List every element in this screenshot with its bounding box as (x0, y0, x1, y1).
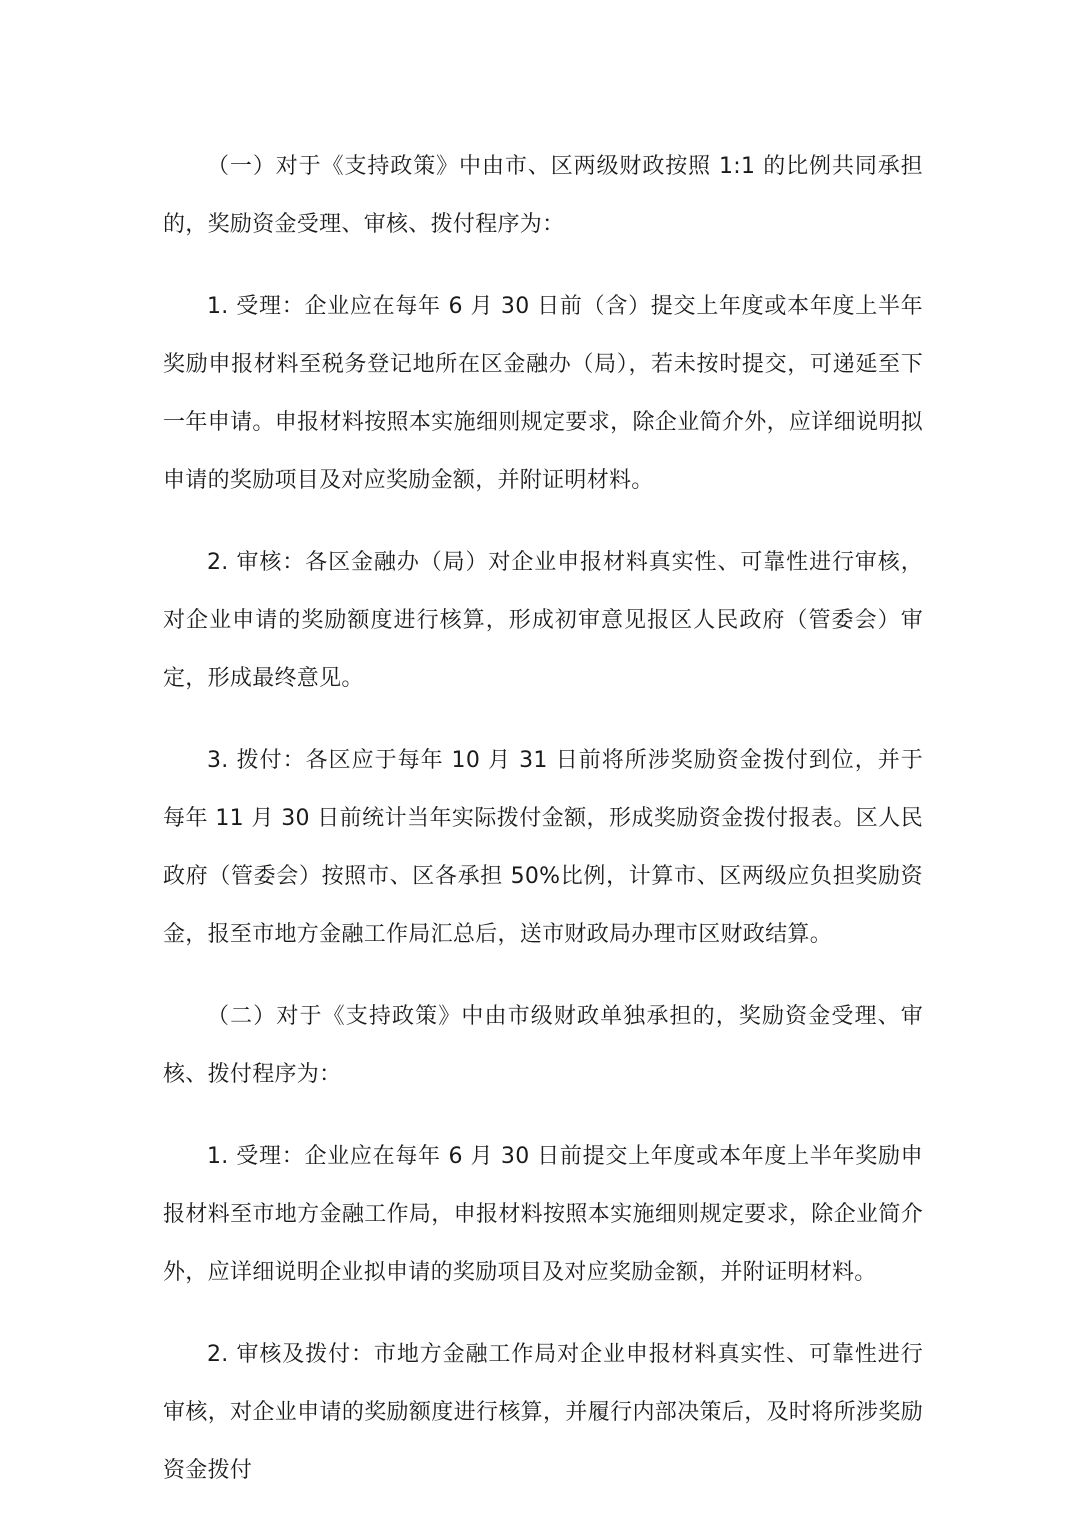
section-one-item-2-paragraph: 2. 审核：各区金融办（局）对企业申报材料真实性、可靠性进行审核，对企业申请的奖励额度进行核算，形成初审意见报区人民政府（管委会）审定，形成最终意见。 (163, 550, 923, 691)
section-two-heading-paragraph: （二）对于《支持政策》中由市级财政单独承担的，奖励资金受理、审核、拨付程序为： (163, 1004, 923, 1087)
section-one-item-1-paragraph: 1. 受理：企业应在每年 6 月 30 日前（含）提交上年度或本年度上半年奖励申报材料至税务登记地所在区金融办（局），若未按时提交，可递延至下一年申请。申报材料按照本实施细则规定要求，除企业简介外，应详细说明拟申请的奖励项目及对应奖励金额，并附证明材料。 (163, 294, 923, 493)
section-one-item-3-paragraph: 3. 拨付：各区应于每年 10 月 31 日前将所涉奖励资金拨付到位，并于每年 11 月 30 日前统计当年实际拨付金额，形成奖励资金拨付报表。区人民政府（管委会）按照市、区各承担 50%比例，计算市、区两级应负担奖励资金，报至市地方金融工作局汇总后，送市财政局办理市区财政结算。 (163, 748, 923, 947)
section-two-item-2-paragraph: 2. 审核及拨付：市地方金融工作局对企业申报材料真实性、可靠性进行审核，对企业申请的奖励额度进行核算，并履行内部决策后，及时将所涉奖励资金拨付 (163, 1342, 923, 1483)
section-one-heading-paragraph: （一）对于《支持政策》中由市、区两级财政按照 1:1 的比例共同承担的，奖励资金受理、审核、拨付程序为： (163, 154, 923, 237)
section-two-item-1-paragraph: 1. 受理：企业应在每年 6 月 30 日前提交上年度或本年度上半年奖励申报材料至市地方金融工作局，申报材料按照本实施细则规定要求，除企业简介外，应详细说明企业拟申请的奖励项目及对应奖励金额，并附证明材料。 (163, 1144, 923, 1285)
document-body (163, 138, 923, 1500)
